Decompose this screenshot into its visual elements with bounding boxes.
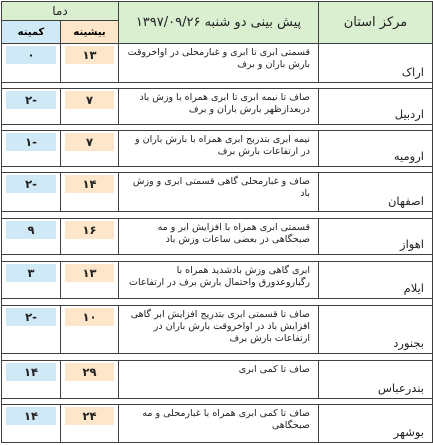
row-gap xyxy=(2,211,433,218)
max-temp-cell xyxy=(61,89,119,124)
city-name: ارومیه xyxy=(319,131,433,166)
city-name: اهواز xyxy=(319,218,433,254)
header-min: کمینه xyxy=(2,21,61,44)
max-temp: ۱۴ xyxy=(65,175,114,193)
row-gap xyxy=(2,124,433,131)
forecast-description: قسمتی ابری همراه با افزایش ابر و مه صبحگاهی در بعضی ساعات وزش باد xyxy=(119,218,319,254)
table-row xyxy=(2,89,433,124)
table-row xyxy=(2,261,433,299)
min-temp: -۲ xyxy=(6,308,56,326)
row-gap xyxy=(2,398,433,405)
row-gap xyxy=(2,255,433,262)
min-temp-cell xyxy=(2,405,61,443)
city-name: اراک xyxy=(319,44,433,83)
min-temp-cell xyxy=(2,173,61,212)
max-temp-cell xyxy=(61,261,119,299)
forecast-description: صاف تا کمی ابری xyxy=(119,361,319,399)
city-name: بجنورد xyxy=(319,305,433,354)
row-gap xyxy=(2,299,433,306)
max-temp-cell xyxy=(61,131,119,166)
max-temp: ۱۳ xyxy=(65,264,114,282)
table-row xyxy=(2,361,433,399)
table-row xyxy=(2,131,433,166)
forecast-description: صاف تا نیمه ابری تا ابری همراه با وزش باد دربعدازظهر بارش باران و برف xyxy=(119,89,319,124)
row-gap xyxy=(2,166,433,173)
min-temp: ۱۴ xyxy=(6,363,56,381)
min-temp-cell xyxy=(2,261,61,299)
header-temperature: دما xyxy=(2,2,119,21)
max-temp-cell xyxy=(61,218,119,254)
min-temp-cell xyxy=(2,131,61,166)
max-temp: ۷ xyxy=(65,91,114,109)
header-forecast: پیش بینی دو شنبه ۱۳۹۷/۰۹/۲۶ xyxy=(119,2,319,44)
forecast-description: صاف تا کمی ابری همراه با غبارمحلی و مه صبحگاهی xyxy=(119,405,319,443)
max-temp: ۲۴ xyxy=(65,407,114,425)
max-temp: ۲۹ xyxy=(65,363,114,381)
max-temp-cell xyxy=(61,305,119,354)
row-gap xyxy=(2,354,433,361)
header-max: بیشینه xyxy=(61,21,119,44)
min-temp-cell xyxy=(2,44,61,83)
forecast-description: صاف و غبارمحلی گاهی قسمتی ابری و وزش باد xyxy=(119,173,319,212)
table-row xyxy=(2,305,433,354)
table-row xyxy=(2,44,433,83)
min-temp: ۳ xyxy=(6,264,56,282)
city-name: اصفهان xyxy=(319,173,433,212)
forecast-description: ابری گاهی وزش بادشدید همراه با رگباروعدورق واحتمال بارش برف در ارتفاعات xyxy=(119,261,319,299)
city-name: بوشهر xyxy=(319,405,433,443)
header-city: مرکز استان xyxy=(319,2,433,44)
min-temp-cell xyxy=(2,361,61,399)
max-temp-cell xyxy=(61,173,119,212)
min-temp-cell xyxy=(2,89,61,124)
table-row xyxy=(2,405,433,443)
min-temp: -۲ xyxy=(6,91,56,109)
min-temp: -۱ xyxy=(6,133,56,151)
max-temp-cell xyxy=(61,405,119,443)
max-temp-cell xyxy=(61,44,119,83)
forecast-table xyxy=(1,1,433,443)
forecast-description: نیمه ابری بتدریج ابری همراه با بارش باران و در ارتفاعات بارش برف xyxy=(119,131,319,166)
min-temp: ۹ xyxy=(6,221,56,239)
max-temp: ۷ xyxy=(65,133,114,151)
max-temp-cell xyxy=(61,361,119,399)
city-name: بندرعباس xyxy=(319,361,433,399)
forecast-description: قسمتی ابری تا ابری و غبارمحلی در اواخروقت بارش باران و برف xyxy=(119,44,319,83)
row-gap xyxy=(2,82,433,89)
forecast-description: صاف تا قسمتی ابری بتدریج افزایش ابر گاهی افزایش باد در اواخروقت بارش باران در ارتفاعات بارش برف xyxy=(119,305,319,354)
city-name: اردبیل xyxy=(319,89,433,124)
min-temp: ۱۴ xyxy=(6,407,56,425)
city-name: ایلام xyxy=(319,261,433,299)
max-temp: ۱۶ xyxy=(65,221,114,239)
min-temp-cell xyxy=(2,218,61,254)
min-temp-cell xyxy=(2,305,61,354)
min-temp: ۰ xyxy=(6,46,56,64)
table-row xyxy=(2,218,433,254)
max-temp: ۱۳ xyxy=(65,46,114,64)
max-temp: ۱۰ xyxy=(65,308,114,326)
min-temp: -۲ xyxy=(6,175,56,193)
table-row xyxy=(2,173,433,212)
